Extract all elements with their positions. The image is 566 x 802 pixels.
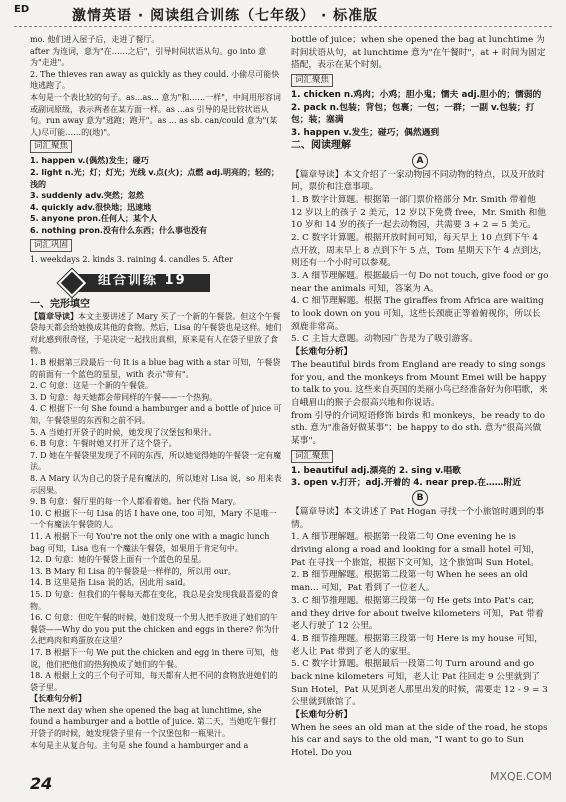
- vocab-tag: 词汇聚焦: [30, 140, 72, 153]
- section-heading: 二、阅读理解: [291, 139, 351, 151]
- answer: 15. D 句意：但我们的午餐每天都在变化，我总是会发现我最喜爱的食物。: [30, 589, 279, 611]
- answer: 7. D 她在午餐袋里发现了不同的东西，所以她觉得她的午餐袋一定有魔法。: [30, 450, 282, 472]
- long-sentence: The beautiful birds from England are ready to sing songs for you, and the monkeys from Mount Emei will be happy to talk to you. 这些来自英国的美丽小鸟已经准备好为你唱歌，来自峨眉山的猴子会很高兴地和你说话。: [291, 359, 548, 408]
- answer: 10. C 根据下一句 Lisa 的话 I have one, too 可知，Mary 不是唯一一个有魔法午餐袋的人。: [30, 508, 277, 530]
- long-sentence-tag: 【长难句分析】: [291, 710, 353, 720]
- vocab-item: 1. chicken n.鸡肉；小鸡；胆小鬼；懦夫 adj.胆小的；懦弱的: [291, 90, 542, 101]
- guide-text: 本文主要讲述了 Mary 买了一个新的午餐袋。但这个午餐袋每天都会给她换成其他的食物。然后，Lisa 的午餐袋也是这样。她们对此感到很奇怪，于是决定一起找出真相，原来是有人在袋子里放了食物。: [30, 311, 282, 356]
- watermark: MXQE.COM: [490, 770, 552, 783]
- page-header: [0, 0, 566, 34]
- vocab-item: 2. light n.光；灯；灯光；光线 v.点(火)；点燃 adj.明亮的；轻的；浅的: [30, 167, 280, 189]
- answer: 4. B 细节推理题。根据第三段第一句 Here is my house 可知，老人让 Pat 带到了老人的家里。: [291, 633, 543, 657]
- answer: 8. A Mary 认为自己的袋子是有魔法的，所以她对 Lisa 说，so 用来表示因果。: [30, 474, 282, 495]
- passage-label: B: [412, 490, 428, 506]
- logo: ED: [14, 4, 30, 15]
- answer: 3. D 句意：每天她都会带同样的午餐——一个热狗。: [30, 392, 218, 402]
- text-line: 本句是一个表比较的句子。as...as... 意为"和……一样"，中间用形容词或副词原级，表示两者在某方面一样。as ...as 引导的是比较状语从句。run away 意为"逃跑；跑开"。as ... as sb. can/could 意为"(某人)尽可能……的(地)"。: [30, 92, 281, 137]
- page-number: 24: [30, 774, 53, 793]
- header-divider: [14, 26, 552, 27]
- section-heading: 一、完形填空: [30, 299, 90, 311]
- right-column: [291, 34, 549, 760]
- answer: 14. B 这里是指 Lisa 说的话，因此用 said。: [30, 578, 191, 588]
- header-title: 激情英语 · 阅读组合训练（七年级） · 标准版: [72, 8, 379, 24]
- guide-text: 【篇章导读】本文讲述了 Pat Hogan 寻找一个小旅馆时遇到的事情。: [291, 507, 545, 530]
- answer: 12. D 句意：她的午餐袋上面有一个蓝色的星星。: [30, 555, 207, 565]
- long-sentence-tag: 【长难句分析】: [291, 347, 353, 358]
- vocab-item: 1. beautiful adj.漂亮的 2. sing v.唱歌: [291, 465, 461, 476]
- answer: 4. C 细节理解题。根据 The giraffes from Africa are waiting to look down on you 可知，这些长颈鹿正等着俯视你，所以长颈鹿非常高。: [291, 296, 544, 332]
- vocab-item: 1. happen v.(偶然)发生；碰巧: [30, 156, 149, 166]
- left-column: [30, 34, 282, 751]
- answer: 5. A 当她打开袋子的时候，她发现了汉堡包和果汁。: [30, 427, 217, 437]
- vocab-item: 3. open v.打开；adj.开着的 4. near prep.在……附近: [291, 478, 522, 489]
- answer: 3. C 细节推理题。根据第三段第一句 He gets into Pat's car, and they drive for about twelve kilometers 可知，Pat 带着老人行驶了 12 公里。: [291, 595, 544, 632]
- guide-text: 【篇章导读】本文介绍了一家动物园不同动物的特点，以及开放时间，票价和注意事项。: [291, 169, 545, 193]
- vocab-item: 5. anyone pron.任何人；某个人: [30, 214, 158, 224]
- long-sentence-tag: 【长难句分析】: [30, 694, 86, 704]
- answer: 1. B 数字计算题。根据第一部门票价格部分 Mr. Smith 带着他 12 岁以上的孩子 2 美元，12 岁以下免费 free，Mr. Smith 和他 10 岁和 14 岁的孩子一起去动物园，共需要 3 + 2 = 5 美元。: [291, 194, 547, 231]
- vocab-item: 6. nothing pron.没有什么东西；什么事也没有: [30, 225, 207, 235]
- answer: 1. B 根据第三段最后一句 It is a blue bag with a star 可知，午餐袋的前面有一个蓝色的星星，with 表示"带有"。: [30, 358, 281, 379]
- answer: 16. C 句意：但吃午餐的时候，她们发现一个男人把手放进了她们的午餐袋——Why do you put the chicken and eggs in there? 你为什么把鸡肉和鸡蛋放在这里？: [30, 613, 280, 646]
- answer: 11. A 根据下一句 You're not the only one with a magic lunch bag 可知，Lisa 也有一个魔法午餐袋，如果用于肯定句中。: [30, 531, 270, 553]
- vocab-tag: 词汇聚焦: [291, 450, 333, 463]
- passage-label: A: [412, 153, 428, 169]
- vocab-tag: 词汇聚焦: [291, 74, 333, 87]
- vocab-item: 4. quickly adv.很快地；迅速地: [30, 202, 152, 212]
- answer: 18. A 根据上文的三个句子可知，每天都有人把不同的食物放进她们的袋子里。: [30, 671, 278, 692]
- consolidate-tag: 词汇巩固: [30, 239, 72, 252]
- lesson-banner: [70, 271, 210, 295]
- answer: 2. C 数字计算题。根据开放时间可知，每天早上 10 点到下午 4 点开放，周末早上 8 点到下午 5 点，Tom 星期天下午 4 点到达，则还有一个小时可以参观。: [291, 232, 548, 269]
- long-sentence: The next day when she opened the bag at lunchtime, she found a hamburger and a bottle of juice. 第二天，当她吃午餐打开袋子的时候，她发现袋子里有一个汉堡包和一瓶果汁。: [30, 705, 277, 739]
- answer: 6. B 句意：午餐时她又打开了这个袋子。: [30, 439, 177, 449]
- answer: 2. B 细节理解题。根据第二段第一句 When he sees an old man... 可知，Pat 看到了一位老人。: [291, 570, 528, 594]
- long-sentence: 本句是主从复合句。主句是 she found a hamburger and a: [30, 740, 249, 750]
- vocab-item: 3. happen v.发生；碰巧；偶然遇到: [291, 128, 440, 139]
- answer: 13. B Mary 和 Lisa 的午餐袋是一样样的，所以用 our。: [30, 566, 236, 576]
- answer: 5. C 主旨大意题。动物园广告是为了吸引游客。: [291, 334, 478, 345]
- vocab-item: 2. pack n.包装；背包；包裹；一包；一群；一副 v.包装；打包；装；塞满: [291, 102, 535, 126]
- text-line: bottle of juice；when she opened the bag at lunchtime 为时间状语从句，at lunchtime 意为"在午餐时"，at + 时间为固定搭配，表示在某个时刻。: [291, 35, 546, 71]
- answer: 5. C 数字计算题。根据最后一段第二句 Turn around and go back nine kilometers 可知，老人让 Pat 往回走 9 公里就到了 Sun Hotel，Pat 从见到老人那里出发的时候，需要走 12 - 9 = 3 公里就到旅馆了。: [291, 659, 548, 708]
- text-line: mo. 他们进入屋子后，走进了餐厅。: [30, 35, 160, 44]
- text-line: after 为连词，意为"在……之后"，引导时间状语从句。go into 意为"走进"。: [30, 46, 267, 68]
- lesson-title: 组合训练 19: [98, 273, 187, 289]
- answer: 3. A 细节理解题。根据最后一句 Do not touch, give food or go near the animals 可知，答案为 A。: [291, 271, 549, 294]
- text-line: 2. The thieves ran away as quickly as they could. 小偷尽可能快地逃跑了。: [30, 69, 280, 91]
- long-sentence: When he sees an old man at the side of the road, he stops his car and says to the old man, "I want to go to Sun Hotel. Do you: [291, 722, 548, 759]
- long-sentence: from 引导的介词短语修饰 birds 和 monkeys，be ready to do sth. 意为"准备好做某事"；be happy to do sth. 意为"很高兴做某事"。: [291, 410, 546, 446]
- answer: 4. C 根据下一句 She found a hamburger and a bottle of juice 可知，午餐袋里的东西和之前不同。: [30, 404, 282, 426]
- guide: [30, 311, 282, 357]
- guide-tag: 【篇章导读】: [30, 311, 78, 321]
- answer: 1. A 细节理解题。根据第一段第二句 One evening he is driving along a road and looking for a small hotel 可知，Pat 在寻找一个旅馆，根据下文可知，这个旅馆叫 Sun Hotel。: [291, 532, 540, 568]
- vocab-item: 3. suddenly adv.突然；忽然: [30, 191, 144, 201]
- consolidate-answers: 1. weekdays 2. kinds 3. raining 4. candles 5. After: [30, 254, 233, 264]
- answer: 17. B 根据下一句 We put the chicken and egg in there 可知，他说，他们把他们的热狗换成了她们的午餐。: [30, 647, 279, 669]
- answer: 2. C 句意：这是一个新的午餐袋。: [30, 381, 153, 391]
- answer: 9. B 句意：餐厅里的每一个人都看着她。her 代指 Mary。: [30, 497, 241, 507]
